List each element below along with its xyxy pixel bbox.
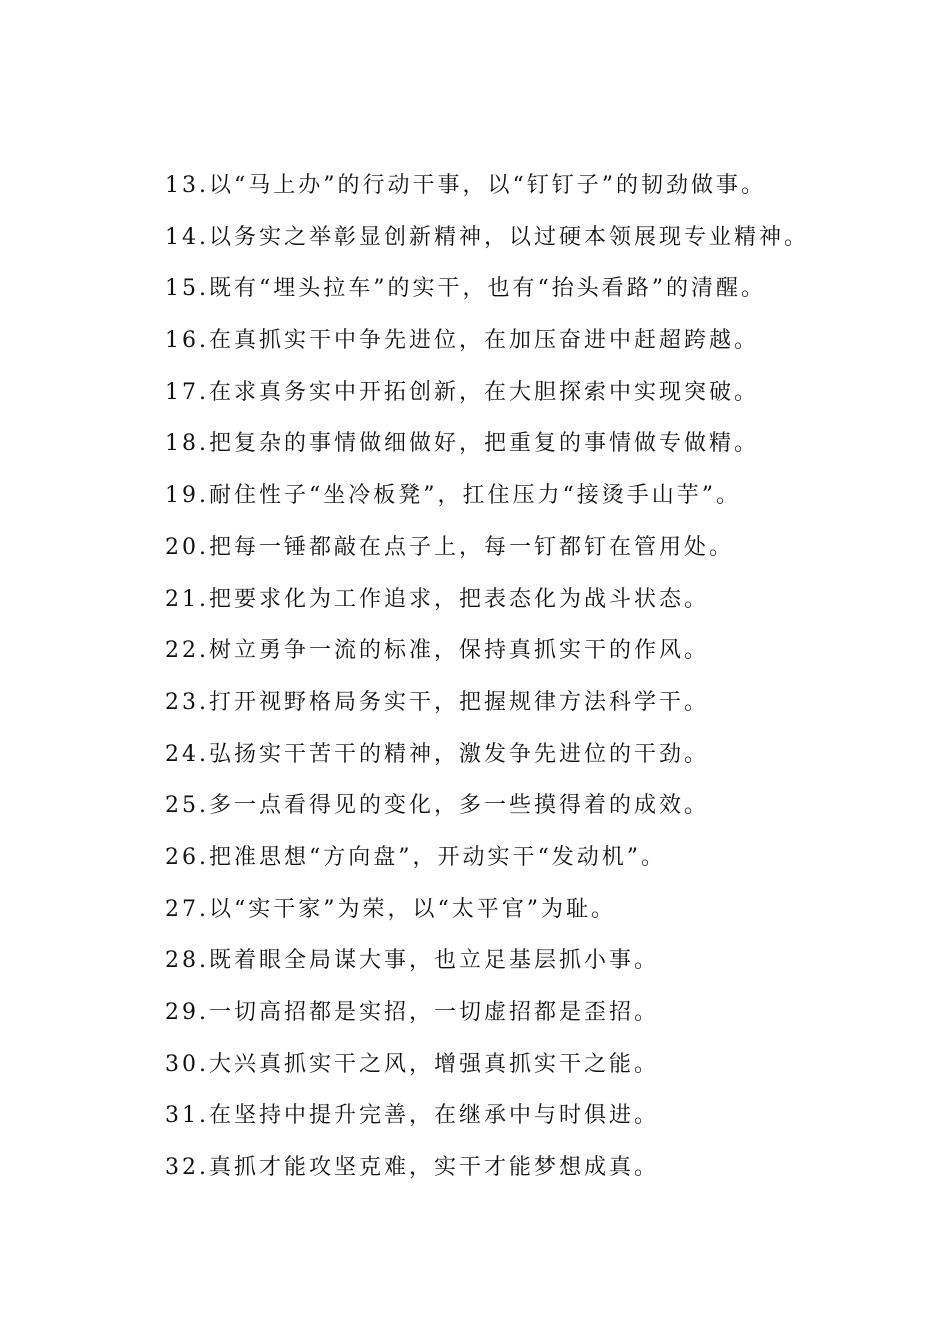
list-item: 19.耐住性子“坐冷板凳”，扛住压力“接烫手山芋”。 <box>165 483 741 509</box>
list-item: 20.把每一锤都敲在点子上，每一钉都钉在管用处。 <box>165 534 734 560</box>
list-item: 25.多一点看得见的变化，多一些摸得着的成效。 <box>165 793 709 819</box>
list-item: 15.既有“埋头拉车”的实干，也有“抬头看路”的清醒。 <box>165 276 766 302</box>
list-item: 23.打开视野格局务实干，把握规律方法科学干。 <box>165 689 709 715</box>
list-item: 29.一切高招都是实招，一切虚招都是歪招。 <box>165 1000 659 1025</box>
list-item: 14.以务实之举彰显创新精神，以过硬本领展现专业精神。 <box>165 224 809 250</box>
list-item: 31.在坚持中提升完善，在继承中与时俱进。 <box>165 1103 659 1129</box>
list-item: 13.以“马上办”的行动干事，以“钉钉子”的韧劲做事。 <box>165 173 766 198</box>
list-item: 21.把要求化为工作追求，把表态化为战斗状态。 <box>165 586 709 612</box>
list-item: 17.在求真务实中开拓创新，在大胆探索中实现突破。 <box>165 379 759 405</box>
numbered-list <box>165 164 925 1198</box>
list-item: 18.把复杂的事情做细做好，把重复的事情做专做精。 <box>165 431 759 457</box>
list-item: 32.真抓才能攻坚克难，实干才能梦想成真。 <box>165 1155 659 1181</box>
list-item: 30.大兴真抓实干之风，增强真抓实干之能。 <box>165 1051 659 1077</box>
list-item: 22.树立勇争一流的标准，保持真抓实干的作风。 <box>165 638 709 664</box>
list-item: 24.弘扬实干苦干的精神，激发争先进位的干劲。 <box>165 741 709 767</box>
list-item: 28.既着眼全局谋大事，也立足基层抓小事。 <box>165 948 659 974</box>
list-item: 16.在真抓实干中争先进位，在加压奋进中赶超跨越。 <box>165 328 759 354</box>
list-item: 26.把准思想“方向盘”，开动实干“发动机”。 <box>165 844 666 870</box>
list-item: 27.以“实干家”为荣，以“太平官”为耻。 <box>165 896 616 922</box>
